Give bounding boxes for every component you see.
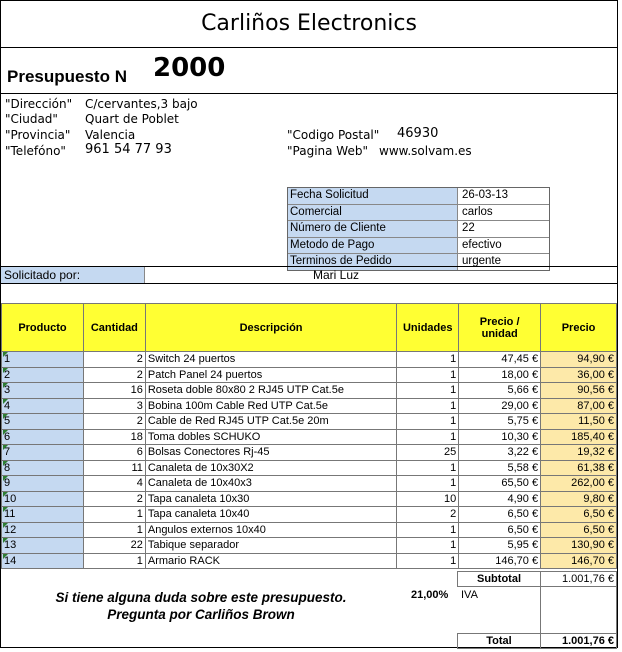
- telefono-value: 961 54 77 93: [85, 142, 172, 157]
- solicitado-label: Solicitado por:: [1, 267, 145, 283]
- cell-indicator-icon: [3, 430, 8, 435]
- item-descripcion[interactable]: Bobina 100m Cable Red UTP Cat.5e: [145, 398, 396, 414]
- item-producto[interactable]: 8: [2, 460, 84, 476]
- item-descripcion[interactable]: Cable de Red RJ45 UTP Cat.5e 20m: [145, 414, 396, 430]
- item-producto[interactable]: 7: [2, 445, 84, 461]
- subtotal-value: 1.001,76 €: [562, 573, 614, 585]
- item-precio[interactable]: 87,00 €: [541, 398, 617, 414]
- item-descripcion[interactable]: Canaleta de 10x30X2: [145, 460, 396, 476]
- table-header-row: [2, 304, 617, 352]
- item-descripcion[interactable]: Tabique separador: [145, 538, 396, 554]
- item-unidades[interactable]: 1: [397, 352, 459, 368]
- item-precio[interactable]: 36,00 €: [541, 367, 617, 383]
- order-info-key: Comercial: [288, 205, 458, 221]
- item-precio-unidad[interactable]: 5,66 €: [459, 383, 541, 399]
- iva-rate: 21,00%: [411, 589, 449, 601]
- item-precio[interactable]: 94,90 €: [541, 352, 617, 368]
- item-cantidad[interactable]: 11: [83, 460, 145, 476]
- header-precio: Precio: [541, 304, 617, 352]
- item-producto[interactable]: 14: [2, 553, 84, 569]
- subtotal-label: Subtotal: [477, 573, 521, 585]
- telefono-label: "Telefóno": [5, 144, 66, 158]
- cp-label: "Codigo Postal": [287, 128, 380, 142]
- items-body: [2, 352, 617, 569]
- item-precio-unidad[interactable]: 3,22 €: [459, 445, 541, 461]
- cell-indicator-icon: [3, 368, 8, 373]
- quote-number: 2000: [153, 53, 226, 83]
- table-row: [2, 383, 617, 399]
- item-cantidad[interactable]: 2: [83, 352, 145, 368]
- item-precio[interactable]: 9,80 €: [541, 491, 617, 507]
- cell-indicator-icon: [3, 507, 8, 512]
- iva-value-cell: [540, 586, 617, 634]
- item-unidades[interactable]: 25: [397, 445, 459, 461]
- items-table: [1, 303, 617, 569]
- cell-indicator-icon: [3, 476, 8, 481]
- item-producto[interactable]: 13: [2, 538, 84, 554]
- item-precio[interactable]: 6,50 €: [541, 522, 617, 538]
- ciudad-label: "Ciudad": [5, 112, 58, 126]
- item-unidades[interactable]: 1: [397, 398, 459, 414]
- cell-indicator-icon: [3, 492, 8, 497]
- subtotal-label-cell: [457, 571, 541, 587]
- table-row: [2, 414, 617, 430]
- solicitado-value[interactable]: Mari Luz: [312, 268, 359, 282]
- item-cantidad[interactable]: 2: [83, 491, 145, 507]
- subtotal-value-cell: [540, 571, 617, 587]
- iva-label: IVA: [461, 589, 478, 601]
- item-cantidad[interactable]: 4: [83, 476, 145, 492]
- table-row: [2, 522, 617, 538]
- table-row: [2, 507, 617, 523]
- cell-indicator-icon: [3, 461, 8, 466]
- item-descripcion[interactable]: Roseta doble 80x80 2 RJ45 UTP Cat.5e: [145, 383, 396, 399]
- order-info-grid: [287, 187, 550, 271]
- help-message-line1: Si tiene alguna duda sobre este presupuesto.: [55, 590, 347, 605]
- order-info-value[interactable]: carlos: [462, 205, 493, 218]
- order-info-key: Fecha Solicitud: [288, 188, 458, 204]
- item-unidades[interactable]: 1: [397, 383, 459, 399]
- item-precio-unidad[interactable]: 6,50 €: [459, 522, 541, 538]
- item-precio-unidad[interactable]: 65,50 €: [459, 476, 541, 492]
- company-title: Carliños Electronics: [1, 1, 617, 48]
- item-descripcion[interactable]: Tapa canaleta 10x30: [145, 491, 396, 507]
- item-precio-unidad[interactable]: 47,45 €: [459, 352, 541, 368]
- item-precio[interactable]: 185,40 €: [541, 429, 617, 445]
- item-precio-unidad[interactable]: 6,50 €: [459, 507, 541, 523]
- divider: [1, 93, 617, 94]
- header-cantidad: Cantidad: [83, 304, 145, 352]
- item-producto[interactable]: 3: [2, 383, 84, 399]
- order-info-key: Número de Cliente: [288, 221, 458, 237]
- item-precio[interactable]: 19,32 €: [541, 445, 617, 461]
- item-precio-unidad[interactable]: 146,70 €: [459, 553, 541, 569]
- order-info-key: Terminos de Pedido: [288, 254, 458, 270]
- cell-indicator-icon: [3, 445, 8, 450]
- item-producto[interactable]: 4: [2, 398, 84, 414]
- order-info-value[interactable]: urgente: [462, 255, 502, 268]
- item-descripcion[interactable]: Switch 24 puertos: [145, 352, 396, 368]
- item-descripcion[interactable]: Angulos externos 10x40: [145, 522, 396, 538]
- item-precio-unidad[interactable]: 4,90 €: [459, 491, 541, 507]
- cell-indicator-icon: [3, 383, 8, 388]
- cell-indicator-icon: [3, 554, 8, 559]
- direccion-label: "Dirección": [5, 97, 73, 111]
- item-producto[interactable]: 2: [2, 367, 84, 383]
- item-cantidad[interactable]: 6: [83, 445, 145, 461]
- quote-label: Presupuesto N: [7, 67, 127, 86]
- item-producto[interactable]: 11: [2, 507, 84, 523]
- order-info-row: [288, 188, 549, 205]
- item-cantidad[interactable]: 1: [83, 507, 145, 523]
- item-cantidad[interactable]: 1: [83, 553, 145, 569]
- item-descripcion[interactable]: Bolsas Conectores Rj-45: [145, 445, 396, 461]
- order-info-value[interactable]: 22: [462, 222, 475, 235]
- header-precio-unidad: Precio / unidad: [459, 304, 541, 352]
- item-cantidad[interactable]: 16: [83, 383, 145, 399]
- item-producto[interactable]: 6: [2, 429, 84, 445]
- header-descripcion: Descripción: [145, 304, 396, 352]
- web-value: www.solvam.es: [379, 144, 472, 158]
- item-cantidad[interactable]: 3: [83, 398, 145, 414]
- item-unidades[interactable]: 1: [397, 429, 459, 445]
- cell-indicator-icon: [3, 414, 8, 419]
- item-precio[interactable]: 146,70 €: [541, 553, 617, 569]
- order-info-value[interactable]: efectivo: [462, 238, 502, 251]
- item-unidades[interactable]: 1: [397, 522, 459, 538]
- cell-indicator-icon: [3, 352, 8, 357]
- item-precio-unidad[interactable]: 5,75 €: [459, 414, 541, 430]
- web-label: "Pagina Web": [287, 144, 368, 158]
- provincia-value: Valencia: [85, 128, 136, 142]
- item-cantidad[interactable]: 1: [83, 522, 145, 538]
- help-message: [11, 589, 391, 623]
- table-row: [2, 476, 617, 492]
- item-precio[interactable]: 61,38 €: [541, 460, 617, 476]
- table-row: [2, 445, 617, 461]
- total-value: 1.001,76 €: [562, 635, 614, 647]
- order-info-key: Metodo de Pago: [288, 238, 458, 254]
- table-row: [2, 352, 617, 368]
- item-producto[interactable]: 12: [2, 522, 84, 538]
- item-descripcion[interactable]: Patch Panel 24 puertos: [145, 367, 396, 383]
- cell-indicator-icon: [3, 538, 8, 543]
- item-descripcion[interactable]: Tapa canaleta 10x40: [145, 507, 396, 523]
- direccion-value: C/cervantes,3 bajo: [85, 97, 198, 111]
- table-row: [2, 538, 617, 554]
- item-cantidad[interactable]: 18: [83, 429, 145, 445]
- ciudad-value: Quart de Poblet: [85, 112, 179, 126]
- item-unidades[interactable]: 1: [397, 460, 459, 476]
- item-unidades[interactable]: 1: [397, 476, 459, 492]
- table-row: [2, 491, 617, 507]
- item-cantidad[interactable]: 22: [83, 538, 145, 554]
- item-precio-unidad[interactable]: 10,30 €: [459, 429, 541, 445]
- item-precio-unidad[interactable]: 29,00 €: [459, 398, 541, 414]
- item-precio-unidad[interactable]: 5,58 €: [459, 460, 541, 476]
- item-unidades[interactable]: 1: [397, 538, 459, 554]
- item-producto[interactable]: 10: [2, 491, 84, 507]
- item-descripcion[interactable]: Toma dobles SCHUKO: [145, 429, 396, 445]
- table-row: [2, 367, 617, 383]
- item-precio[interactable]: 130,90 €: [541, 538, 617, 554]
- order-info-row: [288, 221, 549, 238]
- item-precio[interactable]: 6,50 €: [541, 507, 617, 523]
- table-row: [2, 460, 617, 476]
- table-row: [2, 429, 617, 445]
- item-unidades[interactable]: 1: [397, 367, 459, 383]
- item-descripcion[interactable]: Canaleta de 10x40x3: [145, 476, 396, 492]
- help-message-line2: Pregunta por Carliños Brown: [107, 607, 295, 622]
- item-precio[interactable]: 11,50 €: [541, 414, 617, 430]
- header-unidades: Unidades: [397, 304, 459, 352]
- item-cantidad[interactable]: 2: [83, 367, 145, 383]
- item-producto[interactable]: 5: [2, 414, 84, 430]
- header-producto: Producto: [2, 304, 84, 352]
- item-precio[interactable]: 262,00 €: [541, 476, 617, 492]
- item-unidades[interactable]: 2: [397, 507, 459, 523]
- item-cantidad[interactable]: 2: [83, 414, 145, 430]
- item-precio-unidad[interactable]: 5,95 €: [459, 538, 541, 554]
- table-row: [2, 553, 617, 569]
- total-label: Total: [486, 635, 512, 647]
- provincia-label: "Provincia": [5, 128, 71, 142]
- item-producto[interactable]: 9: [2, 476, 84, 492]
- item-unidades[interactable]: 1: [397, 414, 459, 430]
- total-value-cell: [540, 633, 617, 649]
- item-precio[interactable]: 90,56 €: [541, 383, 617, 399]
- item-precio-unidad[interactable]: 18,00 €: [459, 367, 541, 383]
- total-label-cell: [457, 633, 541, 649]
- table-row: [2, 398, 617, 414]
- order-info-row: [288, 205, 549, 222]
- item-unidades[interactable]: 10: [397, 491, 459, 507]
- cell-indicator-icon: [3, 399, 8, 404]
- order-info-value[interactable]: 26-03-13: [462, 189, 509, 201]
- cell-indicator-icon: [3, 523, 8, 528]
- item-producto[interactable]: 1: [2, 352, 84, 368]
- item-descripcion[interactable]: Armario RACK: [145, 553, 396, 569]
- item-unidades[interactable]: 1: [397, 553, 459, 569]
- solicitado-row: [1, 266, 617, 284]
- order-info-row: [288, 238, 549, 255]
- cp-value: 46930: [397, 126, 439, 141]
